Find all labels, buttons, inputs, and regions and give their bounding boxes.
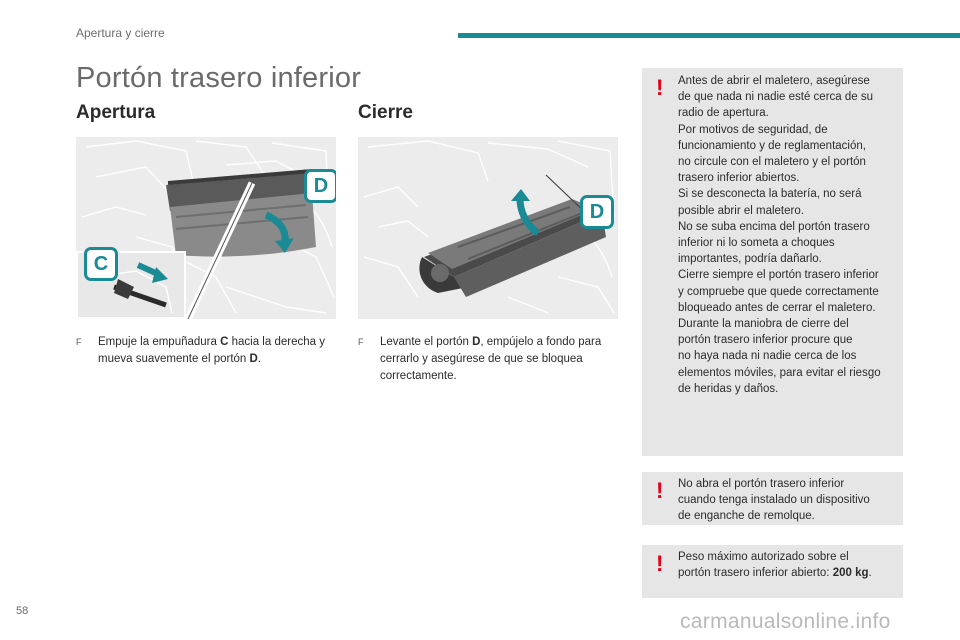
callout-c: C [84, 247, 118, 281]
warning-icon: ! [656, 478, 664, 503]
warning-box-max-load [642, 545, 903, 598]
closing-illustration [358, 137, 618, 319]
opening-step [76, 334, 338, 368]
bullet-icon: F [358, 337, 364, 347]
closing-step [358, 334, 620, 385]
warning-text-safety: Antes de abrir el maletero, asegúrese de que nada ni nadie esté cerca de su radio de apertura. Por motivos de seguridad, de funcionamiento y de reglamentación, no circule con el maletero y el portón trasero inferior abiertos. Si se desconecta la batería, no será posible abrir el maletero. No se suba encima del portón trasero inferior ni lo someta a choques importantes, podría dañarlo. Cierre siempre el portón trasero inferior y compruebe que quede correctamente bloqueado antes de cerrar el maletero. Durante la maniobra de cierre del portón trasero inferior procure que no haya nada ni nadie cerca de los elementos móviles, para evitar el riesgo de heridas y daños. [678, 75, 881, 395]
watermark: carmanualsonline.info [680, 610, 891, 633]
warning-text-towbar: No abra el portón trasero inferior cuando tenga instalado un dispositivo de enganche de remolque. [678, 478, 870, 523]
closing-step-text: Levante el portón D, empújelo a fondo para cerrarlo y asegúrese de que se bloquea correctamente. [380, 336, 602, 382]
max-load-value: 200 kg [832, 567, 869, 580]
page-title: Portón trasero inferior [76, 62, 362, 94]
warning-text-max-load: Peso máximo autorizado sobre el portón trasero inferior abierto: 200 kg. [678, 551, 872, 580]
warning-box-towbar [642, 472, 903, 525]
callout-d: D [304, 169, 336, 203]
opening-heading: Apertura [76, 102, 156, 123]
page-number: 58 [16, 605, 29, 617]
header-accent-bar [458, 33, 960, 38]
opening-step-text: Empuje la empuñadura C hacia la derecha y mueva suavemente el portón D. [98, 336, 325, 365]
warning-icon: ! [656, 75, 664, 100]
section-label: Apertura y cierre [76, 26, 165, 40]
warning-icon: ! [656, 551, 664, 576]
bullet-icon: F [76, 337, 82, 347]
closing-heading: Cierre [358, 102, 413, 123]
callout-d-closing: D [580, 195, 614, 229]
warning-box-safety [642, 68, 903, 456]
opening-illustration [76, 137, 336, 319]
